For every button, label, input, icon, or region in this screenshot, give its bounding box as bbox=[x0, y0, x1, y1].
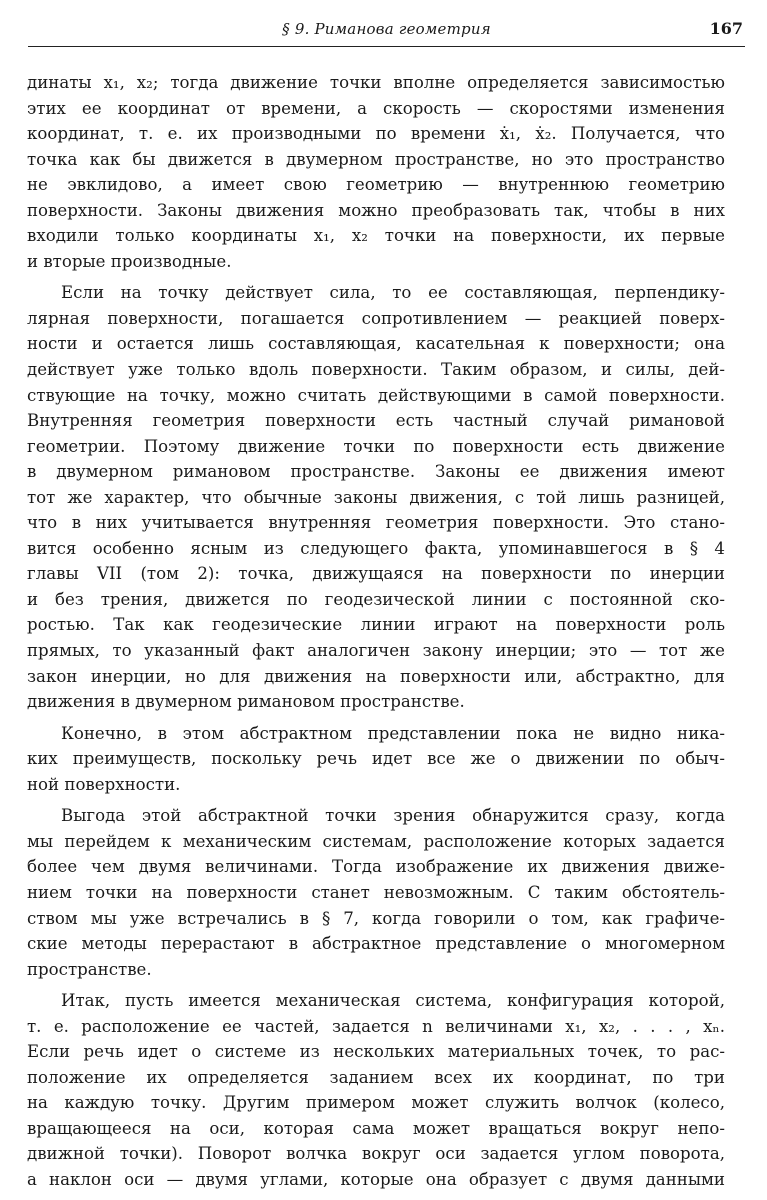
text-line: ной поверхности. bbox=[27, 774, 181, 794]
text-line: главы VII (том 2): точка, движущаяся на поверхности по инерции bbox=[27, 564, 725, 584]
text-line: Внутренняя геометрия поверхности есть частный случай римановой bbox=[27, 411, 725, 431]
page-number: 167 bbox=[709, 19, 743, 38]
text-line: т. е. расположение ее частей, задается n величинами x₁, x₂, . . . , xₙ. bbox=[27, 1016, 725, 1036]
text-line: вращающееся на оси, которая сама может вращаться вокруг непо- bbox=[27, 1118, 725, 1138]
text-line: Итак, пусть имеется механическая система, конфигурация которой, bbox=[61, 991, 725, 1011]
text-line: Выгода этой абстрактной точки зрения обнаружится сразу, когда bbox=[61, 806, 725, 826]
text-line: точка как бы движется в двумерном пространстве, но это пространство bbox=[27, 149, 725, 169]
text-line: поверхности. Законы движения можно преобразовать так, чтобы в них bbox=[27, 200, 725, 220]
text-line: координат, т. е. их производными по времени ẋ₁, ẋ₂. Получается, что bbox=[27, 124, 725, 144]
text-line: не эвклидово, а имеет свою геометрию — внутреннюю геометрию bbox=[27, 175, 725, 195]
text-line: входили только координаты x₁, x₂ точки на поверхности, их первые bbox=[27, 226, 725, 246]
text-line: мы перейдем к механическим системам, расположение которых задается bbox=[27, 831, 725, 851]
text-line: этих ее координат от времени, а скорость — скоростями изменения bbox=[27, 98, 725, 118]
text-line: движной точки). Поворот волчка вокруг оси задается углом поворота, bbox=[27, 1144, 725, 1164]
text-body bbox=[27, 70, 725, 1193]
text-line: ские методы перерастают в абстрактное представление о многомерном bbox=[27, 934, 725, 954]
text-line: ких преимуществ, поскольку речь идет все же о движении по обыч- bbox=[27, 749, 725, 769]
text-line: ством мы уже встречались в § 7, когда говорили о том, как графиче- bbox=[27, 908, 725, 928]
text-line: в двумерном римановом пространстве. Законы ее движения имеют bbox=[27, 462, 725, 482]
paragraph-5 bbox=[27, 988, 725, 1192]
text-line: нием точки на поверхности станет невозможным. С таким обстоятель- bbox=[27, 882, 725, 902]
text-line: на каждую точку. Другим примером может служить волчок (колесо, bbox=[27, 1093, 725, 1113]
text-line: прямых, то указанный факт аналогичен закону инерции; это — тот же bbox=[27, 641, 725, 661]
text-line: динаты x₁, x₂; тогда движение точки вполне определяется зависимостью bbox=[27, 73, 725, 92]
text-line: и без трения, движется по геодезической линии с постоянной ско- bbox=[27, 589, 725, 609]
text-line: вится особенно ясным из следующего факта, упоминавшегося в § 4 bbox=[27, 538, 725, 558]
text-line: закон инерции, но для движения на поверхности или, абстрактно, для bbox=[27, 666, 725, 686]
text-line: Конечно, в этом абстрактном представлении пока не видно ника- bbox=[61, 723, 725, 743]
paragraph-2 bbox=[27, 280, 725, 714]
text-line: действует уже только вдоль поверхности. Таким образом, и силы, дей- bbox=[27, 360, 725, 380]
text-line: ности и остается лишь составляющая, касательная к поверхности; она bbox=[27, 334, 725, 354]
text-line: пространстве. bbox=[27, 959, 152, 979]
paragraph-4 bbox=[27, 803, 725, 982]
running-header bbox=[28, 18, 745, 47]
text-line: что в них учитывается внутренняя геометрия поверхности. Это стано- bbox=[27, 513, 725, 533]
text-line: ствующие на точку, можно считать действующими в самой поверхности. bbox=[27, 385, 725, 405]
text-line: ростью. Так как геодезические линии играют на поверхности роль bbox=[27, 615, 725, 635]
paragraph-1 bbox=[27, 70, 725, 274]
text-line: более чем двумя величинами. Тогда изображение их движения движе- bbox=[27, 857, 725, 877]
paragraph-3 bbox=[27, 721, 725, 798]
text-line: и вторые производные. bbox=[27, 251, 232, 271]
text-line: движения в двумерном римановом пространстве. bbox=[27, 692, 465, 712]
text-line: геометрии. Поэтому движение точки по поверхности есть движение bbox=[27, 436, 725, 456]
text-line: а наклон оси — двумя углами, которые она образует с двумя данными bbox=[27, 1169, 725, 1189]
text-line: положение их определяется заданием всех их координат, по три bbox=[27, 1067, 725, 1087]
text-line: тот же характер, что обычные законы движения, с той лишь разницей, bbox=[27, 487, 725, 507]
text-line: Если речь идет о системе из нескольких материальных точек, то рас- bbox=[27, 1042, 725, 1062]
text-line: Если на точку действует сила, то ее составляющая, перпендику- bbox=[61, 283, 725, 303]
text-line: лярная поверхности, погашается сопротивлением — реакцией поверх- bbox=[27, 308, 725, 328]
running-title: § 9. Риманова геометрия bbox=[282, 20, 491, 38]
